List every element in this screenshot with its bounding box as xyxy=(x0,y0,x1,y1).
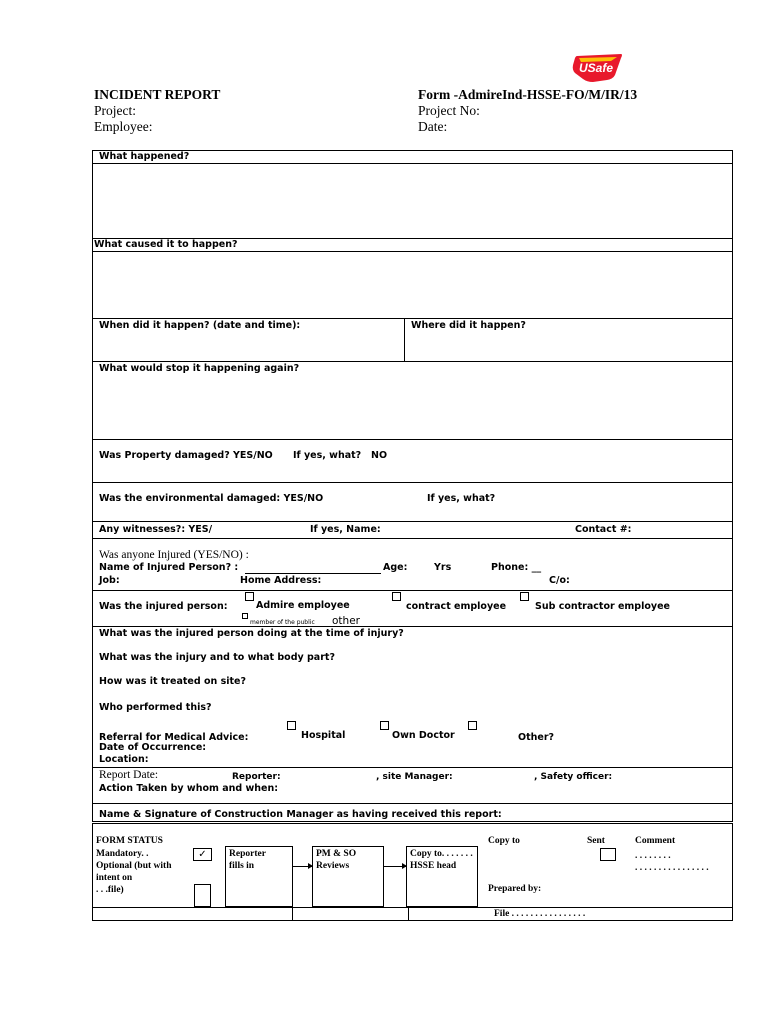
usafe-logo xyxy=(571,53,623,83)
logo-text: USafe xyxy=(579,61,614,75)
intent-on-label: intent on xyxy=(96,873,133,883)
date-label: Date: xyxy=(418,119,448,134)
arrow-icon xyxy=(384,866,406,867)
report-title: INCIDENT REPORT xyxy=(94,87,221,102)
header-left xyxy=(94,87,220,135)
optional-label: Optional (but with xyxy=(96,861,172,871)
rule xyxy=(92,361,733,362)
sub-contractor-label: Sub contractor employee xyxy=(535,601,670,612)
rule xyxy=(92,626,733,627)
what-stop-label: What would stop it happening again? xyxy=(99,363,300,374)
divider xyxy=(292,907,293,921)
admire-employee-checkbox[interactable] xyxy=(245,592,254,601)
own-doctor-checkbox[interactable] xyxy=(380,721,389,730)
file-label: . . .file) xyxy=(96,885,124,895)
where-label: Where did it happen? xyxy=(411,320,526,331)
pm-so-label: PM & SO xyxy=(316,849,357,859)
yrs-label: Yrs xyxy=(434,562,452,573)
prepared-by-label: Prepared by: xyxy=(488,884,542,894)
job-label: Job: xyxy=(99,575,120,586)
name-signature-label: Name & Signature of Construction Manager as having received this report: xyxy=(99,809,502,820)
project-no-label: Project No: xyxy=(418,103,480,118)
safety-officer-label: , Safety officer: xyxy=(534,772,613,782)
member-public-checkbox[interactable] xyxy=(242,613,248,619)
injured-question: Was anyone Injured (YES/NO) : xyxy=(99,549,249,561)
employee-label: Employee: xyxy=(94,119,153,134)
reporter-step-label: Reporter xyxy=(229,849,266,859)
rule xyxy=(92,439,733,440)
own-doctor-label: Own Doctor xyxy=(392,730,455,741)
performed-label: Who performed this? xyxy=(99,702,212,713)
file-field: File . . . . . . . . . . . . . . . . xyxy=(494,909,586,919)
fills-in-label: fills in xyxy=(229,861,255,871)
check-mark-icon: ✓ xyxy=(198,849,207,860)
what-caused-field[interactable] xyxy=(93,252,732,317)
rule xyxy=(92,318,733,319)
home-address-label: Home Address: xyxy=(240,575,322,586)
age-label: Age: xyxy=(383,562,408,573)
doing-time-label: What was the injured person doing at the time of injury? xyxy=(99,628,404,639)
sent-checkbox[interactable] xyxy=(600,848,616,861)
what-happened-field[interactable] xyxy=(93,164,732,237)
copy-to-label: Copy to xyxy=(488,836,520,846)
project-label: Project: xyxy=(94,103,136,118)
referral-label: Referral for Medical Advice: xyxy=(99,732,249,743)
rule xyxy=(92,590,733,591)
arrow-icon xyxy=(293,866,312,867)
other-checkbox[interactable] xyxy=(468,721,477,730)
sub-contractor-checkbox[interactable] xyxy=(520,592,529,601)
treated-label: How was it treated on site? xyxy=(99,676,246,687)
optional-checkbox[interactable] xyxy=(194,884,211,907)
admire-employee-label: Admire employee xyxy=(256,600,350,611)
form-code: Form -AdmireInd-HSSE-FO/M/IR/13 xyxy=(418,87,638,102)
witnesses-label: Any witnesses?: YES/ xyxy=(99,524,213,535)
other-label: other xyxy=(332,615,360,627)
witness-name-label: If yes, Name: xyxy=(310,524,381,535)
co-label: C/o: xyxy=(549,575,570,586)
injured-person-label: Was the injured person: xyxy=(99,601,228,612)
divider xyxy=(404,318,405,361)
witness-contact-label: Contact #: xyxy=(575,524,632,535)
mandatory-label: Mandatory. . xyxy=(96,849,149,859)
reviews-label: Reviews xyxy=(316,861,350,871)
injury-part-label: What was the injury and to what body part? xyxy=(99,652,335,663)
hospital-checkbox[interactable] xyxy=(287,721,296,730)
contract-employee-checkbox[interactable] xyxy=(392,592,401,601)
site-manager-label: , site Manager: xyxy=(376,772,453,782)
contract-employee-label: contract employee xyxy=(406,601,507,612)
property-answer: NO xyxy=(371,450,388,461)
comment-dots-1: . . . . . . . . xyxy=(635,851,671,861)
comment-dots-2: . . . . . . . . . . . . . . . . xyxy=(635,863,709,873)
what-happened-label: What happened? xyxy=(99,151,190,162)
member-public-label: member of the public xyxy=(250,619,315,626)
reporter-label: Reporter: xyxy=(232,772,281,782)
date-occurrence-label: Date of Occurrence: xyxy=(99,742,207,753)
action-taken-label: Action Taken by whom and when: xyxy=(99,783,279,794)
copy-to-dots-label: Copy to. . . . . . . xyxy=(410,849,473,859)
divider xyxy=(408,907,409,921)
env-damaged-label: Was the environmental damaged: YES/NO xyxy=(99,493,324,504)
injured-name-label: Name of Injured Person? : xyxy=(99,562,239,573)
property-if-yes-label: If yes, what? xyxy=(293,450,362,461)
property-damaged-label: Was Property damaged? YES/NO xyxy=(99,450,273,461)
comment-label: Comment xyxy=(635,836,676,846)
rule xyxy=(92,767,733,768)
env-if-yes-label: If yes, what? xyxy=(427,493,496,504)
phone-label: Phone: __ xyxy=(491,562,542,573)
location-label: Location: xyxy=(99,754,149,765)
what-caused-label: What caused it to happen? xyxy=(94,239,238,250)
rule xyxy=(92,538,733,539)
sent-label: Sent xyxy=(587,836,605,846)
mandatory-checkbox[interactable] xyxy=(193,848,212,861)
form-status-label: FORM STATUS xyxy=(96,836,163,846)
rule xyxy=(92,803,733,804)
report-date-label: Report Date: xyxy=(99,769,159,781)
what-stop-field[interactable] xyxy=(93,376,732,438)
hospital-label: Hospital xyxy=(301,730,346,741)
header-right xyxy=(418,87,637,135)
injured-name-underline xyxy=(245,573,381,574)
hsse-head-label: HSSE head xyxy=(410,861,457,871)
rule xyxy=(92,521,733,522)
rule xyxy=(92,482,733,483)
status-rule xyxy=(92,907,733,908)
when-label: When did it happen? (date and time): xyxy=(99,320,301,331)
other-question-label: Other? xyxy=(518,732,555,743)
